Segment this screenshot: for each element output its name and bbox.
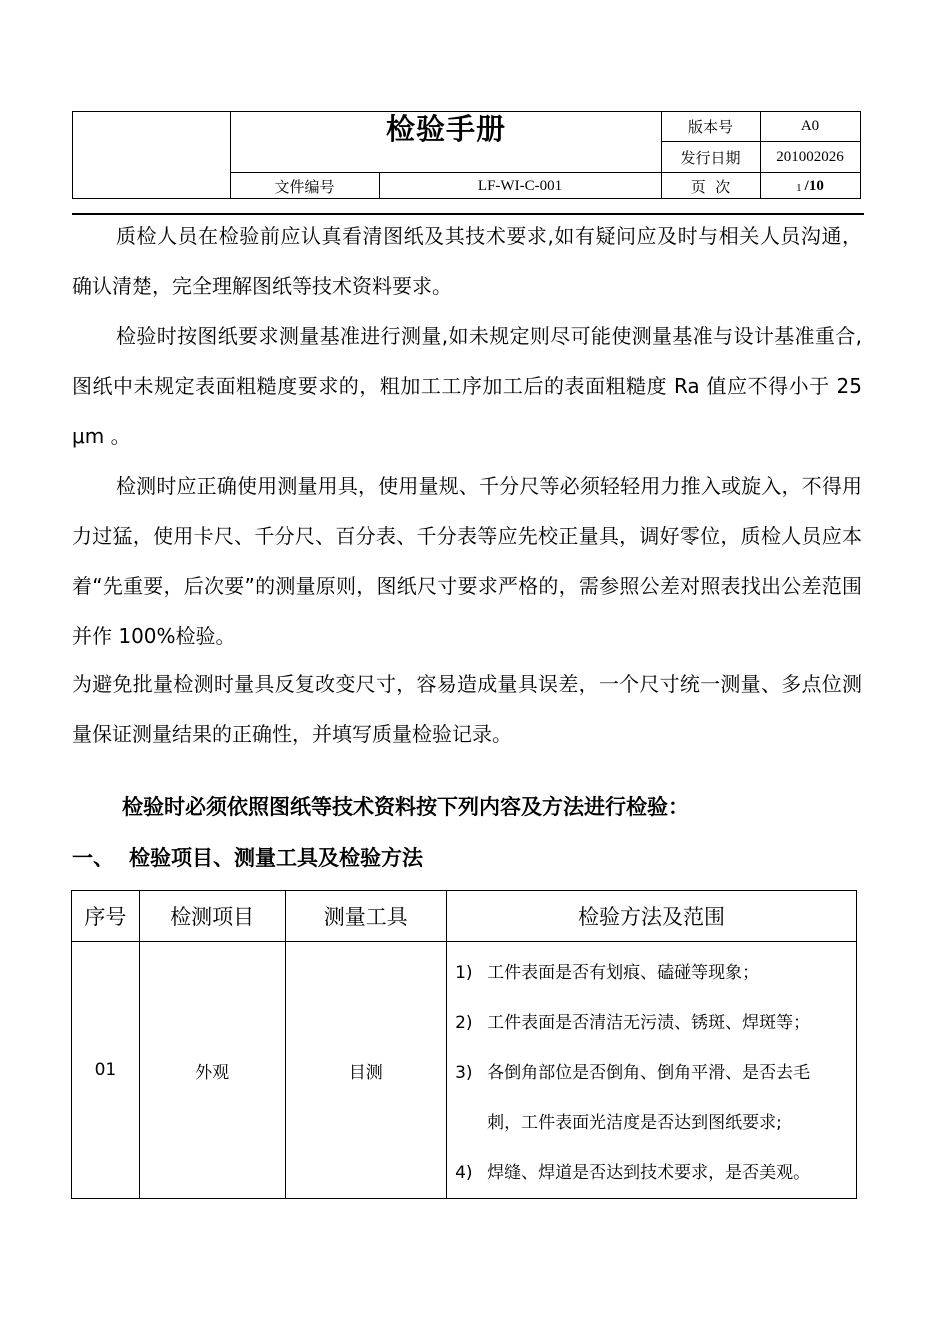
cell-measuring-tool: 目测 (285, 942, 447, 1199)
version-value: A0 (800, 118, 820, 134)
method-number: 1) (455, 963, 473, 983)
method-item (455, 1048, 856, 1098)
method-item (455, 998, 856, 1048)
method-text: 焊缝、焊道是否达到技术要求，是否美观。 (487, 1163, 811, 1183)
version-label: 版本号 (687, 118, 733, 136)
table-row (72, 942, 857, 1199)
paragraph-review-drawings: 质检人员在检验前应认真看清图纸及其技术要求,如有疑问应及时与相关人员沟通，确认清楚，完全理解图纸等技术资料要求。 (72, 224, 862, 298)
section-one-title: 检验项目、测量工具及检验方法 (129, 846, 423, 870)
method-item (455, 948, 856, 998)
cell-method-list (447, 942, 857, 1199)
document-title: 检验手册 (385, 111, 506, 146)
header-method-and-range: 检验方法及范围 (447, 891, 857, 942)
method-item-continuation: 刺，工件表面光洁度是否达到图纸要求; (487, 1113, 782, 1133)
paragraph-measurement-datum: 检验时按图纸要求测量基准进行测量,如未规定则尽可能使测量基准与设计基准重合,图纸中未规定表面粗糙度要求的，粗加工工序加工后的表面粗糙度 Ra 值应不得小于 25 μm 。 (72, 324, 862, 448)
cell-inspection-item: 外观 (139, 942, 285, 1199)
method-text: 各倒角部位是否倒角、倒角平滑、是否去毛 (487, 1063, 811, 1083)
method-text: 工件表面是否清洁无污渍、锈斑、焊斑等； (487, 1013, 811, 1033)
section-one-number: 一、 (72, 846, 114, 870)
cell-serial-no: 01 (72, 942, 140, 1199)
header-serial-no: 序号 (72, 891, 140, 942)
method-number: 2) (455, 1013, 473, 1033)
page-current: 1 (796, 182, 802, 194)
method-number: 3) (455, 1063, 473, 1083)
method-number: 4) (455, 1163, 473, 1183)
header-inspection-item: 检测项目 (139, 891, 285, 942)
doc-number-value: LF-WI-C-001 (477, 177, 563, 194)
paragraph-measuring-tools: 检测时应正确使用测量用具，使用量规、千分尺等必须轻轻用力推入或旋入，不得用力过猛，使用卡尺、千分尺、百分表、千分表等应先校正量具，调好零位，质检人员应本着“先重要，后次要”的测量原则，图纸尺寸要求严格的，需参照公差对照表找出公差范围并作 100%检验。 (72, 474, 862, 648)
issue-date-value: 201002026 (776, 148, 844, 165)
inspection-table (71, 890, 857, 1199)
page-total: /10 (804, 177, 824, 194)
header-measuring-tool: 测量工具 (285, 891, 447, 942)
paragraph-batch-measurement: 为避免批量检测时量具反复改变尺寸，容易造成量具误差，一个尺寸统一测量、多点位测量保证测量结果的正确性，并填写质量检验记录。 (72, 672, 862, 746)
issue-date-label: 发行日期 (680, 148, 741, 167)
page-label: 页 次 (690, 177, 731, 196)
section-heading: 检验时必须依照图纸等技术资料按下列内容及方法进行检验： (122, 795, 689, 819)
table-header-row (72, 891, 857, 942)
doc-number-label: 文件编号 (274, 177, 335, 196)
page-number (760, 173, 860, 199)
document-header (72, 111, 861, 199)
method-text: 工件表面是否有划痕、磕碰等现象； (487, 963, 760, 983)
method-item (455, 1148, 856, 1198)
